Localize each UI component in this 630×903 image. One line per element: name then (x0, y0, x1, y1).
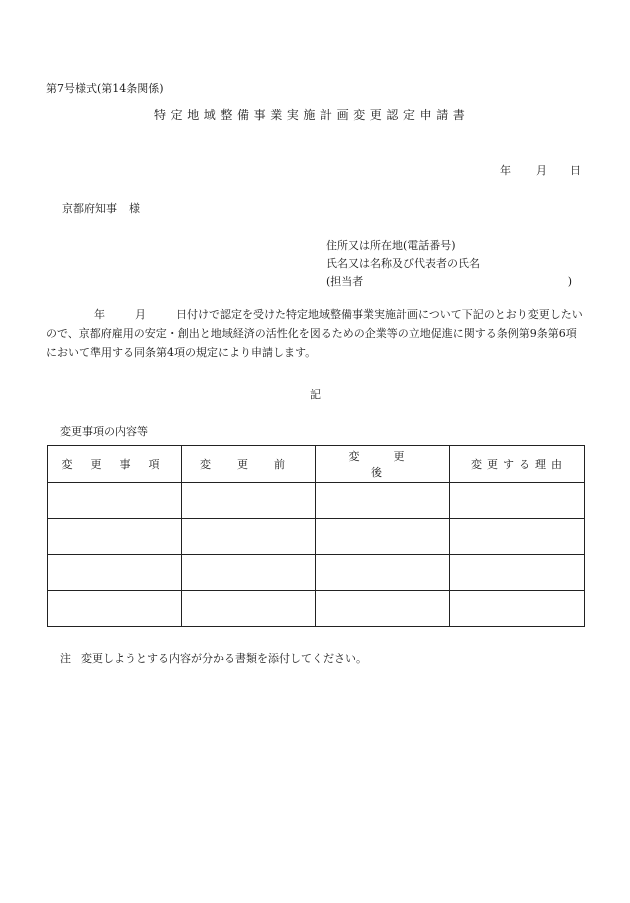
table-cell[interactable] (48, 519, 182, 555)
table-cell[interactable] (316, 555, 450, 591)
body-month-label: 月 (135, 308, 146, 321)
addressee (62, 200, 140, 216)
ki-heading: 記 (310, 388, 321, 401)
table-row (48, 519, 585, 555)
changes-table (47, 445, 585, 627)
table-cell[interactable] (450, 483, 585, 519)
header-change-reason: 変更する理由 (450, 446, 585, 483)
contact-person-label: (担当者 (326, 275, 364, 288)
body-year-label: 年 (94, 308, 105, 321)
table-row (48, 483, 585, 519)
table-cell[interactable] (450, 591, 585, 627)
table-cell[interactable] (48, 483, 182, 519)
table-cell[interactable] (182, 555, 316, 591)
applicant-block (326, 237, 572, 291)
table-cell[interactable] (182, 519, 316, 555)
table-cell[interactable] (182, 591, 316, 627)
table-cell[interactable] (316, 519, 450, 555)
header-change-item: 変更事項 (48, 446, 182, 483)
address-label: 住所又は所在地(電話番号) (326, 239, 456, 252)
section-title: 変更事項の内容等 (60, 425, 148, 438)
contact-person-close: ) (567, 275, 572, 288)
table-row (48, 555, 585, 591)
header-before-change: 変更前 (182, 446, 316, 483)
body-main-text: 日付けで認定を受けた特定地域整備事業実施計画について下記のとおり変更したいので、京都府雇用の安定・創出と地域経済の活性化を図るための企業等の立地促進に関する条例第9条第6項において準用する同条第4項の規定により申請します。 (46, 308, 583, 359)
name-label: 氏名又は名称及び代表者の氏名 (326, 257, 480, 270)
table-cell[interactable] (48, 591, 182, 627)
table-row (48, 591, 585, 627)
table-header-row (48, 446, 585, 483)
application-date (500, 162, 581, 178)
addressee-name: 京都府知事 (62, 202, 117, 215)
table-cell[interactable] (450, 519, 585, 555)
table-cell[interactable] (182, 483, 316, 519)
form-number: 第7号様式(第14条関係) (46, 82, 164, 95)
application-body-text (46, 305, 586, 362)
table-cell[interactable] (316, 483, 450, 519)
footnote (60, 650, 367, 666)
date-month-label: 月 (536, 164, 547, 177)
contact-person-line (326, 273, 572, 291)
footnote-text: 変更しようとする内容が分かる書類を添付してください。 (81, 652, 367, 665)
table-cell[interactable] (48, 555, 182, 591)
table-cell[interactable] (450, 555, 585, 591)
document-title: 特定地域整備事業実施計画変更認定申請書 (154, 108, 470, 122)
addressee-honorific: 様 (129, 202, 140, 215)
header-after-change: 変更後 (316, 446, 450, 483)
date-year-label: 年 (500, 164, 511, 177)
date-day-label: 日 (570, 164, 581, 177)
table-cell[interactable] (316, 591, 450, 627)
footnote-label: 注 (60, 652, 71, 665)
